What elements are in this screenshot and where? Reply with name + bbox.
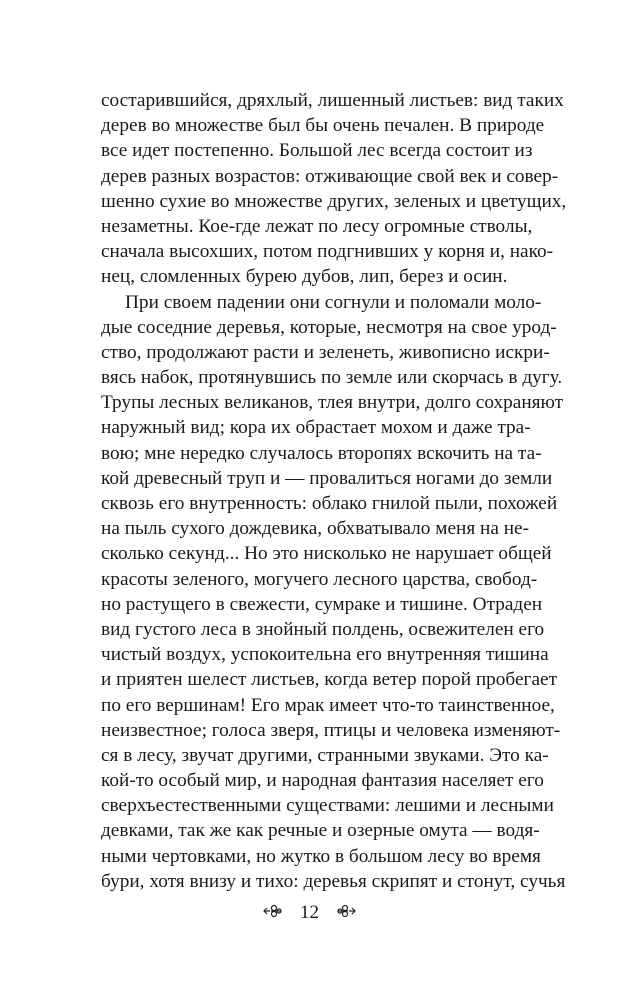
text-line: шенно сухие во множестве других, зеленых и цветущих, [101,190,567,212]
text-line: сквозь его внутренность: облако гнилой пыли, похожей [101,493,558,514]
text-line: сколько секунд... Но это нисколько не нарушает общей [101,543,552,565]
body-text [101,88,567,894]
text-line: дерев во множестве был бы очень печален. В природе [101,115,545,137]
text-line: вою; мне нередко случалось второпях вскочить на та- [101,442,542,464]
text-line: все идет постепенно. Большой лес всегда состоит из [101,140,533,162]
text-line: на пыль сухого дождевика, обхватывало меня на не- [101,518,530,540]
text-line: вясь набок, протянувшись по земле или скорчась в дугу. [101,367,563,389]
text-line: дые соседние деревья, которые, несмотря на свое урод- [101,316,557,338]
page-footer [0,902,619,925]
text-line: состарившийся, дряхлый, лишенный листьев: вид таких [101,90,564,111]
text-line: кой-то особый мир, и народная фантазия населяет его [101,770,544,792]
text-line: сверхъестественными существами: лешими и лесными [101,795,554,817]
text-line: вид густого леса в знойный полдень, освежителен его [101,618,545,640]
text-line: бури, хотя внизу и тихо: деревья скрипят и стонут, сучья [101,870,566,892]
text-line: и приятен шелест листьев, когда ветер порой пробегает [101,669,557,691]
text-line: чистый воздух, успокоительна его внутренняя тишина [101,644,549,666]
text-line: нец, сломленных бурею дубов, лип, берез и осин. [101,266,508,288]
fleuron-left-icon [263,903,285,925]
text-line: ся в лесу, звучат другими, странными звуками. Это ка- [101,744,549,766]
text-line: по его вершинам! Его мрак имеет что-то таинственное, [101,694,555,716]
text-line: но растущего в свежести, сумраке и тишине. Отраден [101,593,543,615]
text-line: Трупы лесных великанов, тлея внутри, долго сохраняют [101,392,564,414]
fleuron-right-icon [334,903,356,925]
page-number: 12 [300,902,319,923]
text-line: незаметны. Кое-где лежат по лесу огромные стволы, [101,215,533,237]
text-line: дерев разных возрастов: отживающие свой век и совер- [101,165,559,187]
text-line: ными чертовками, но жутко в большом лесу во время [101,845,541,867]
text-line: девками, так же как речные и озерные омута — водя- [101,820,540,842]
text-line: ство, продолжают расти и зеленеть, живописно искри- [101,341,550,363]
text-line: неизвестное; голоса зверя, птицы и человека изменяют- [101,719,561,741]
text-line: сначала высохших, потом подгнивших у корня и, нако- [101,241,554,263]
text-line: красоты зеленого, могучего лесного царства, свобод- [101,568,538,590]
text-line: наружный вид; кора их обрастает мохом и даже тра- [101,417,531,439]
text-line: При своем падении они согнули и поломали моло- [125,291,542,313]
text-line: кой древесный труп и — провалиться ногами до земли [101,467,553,489]
